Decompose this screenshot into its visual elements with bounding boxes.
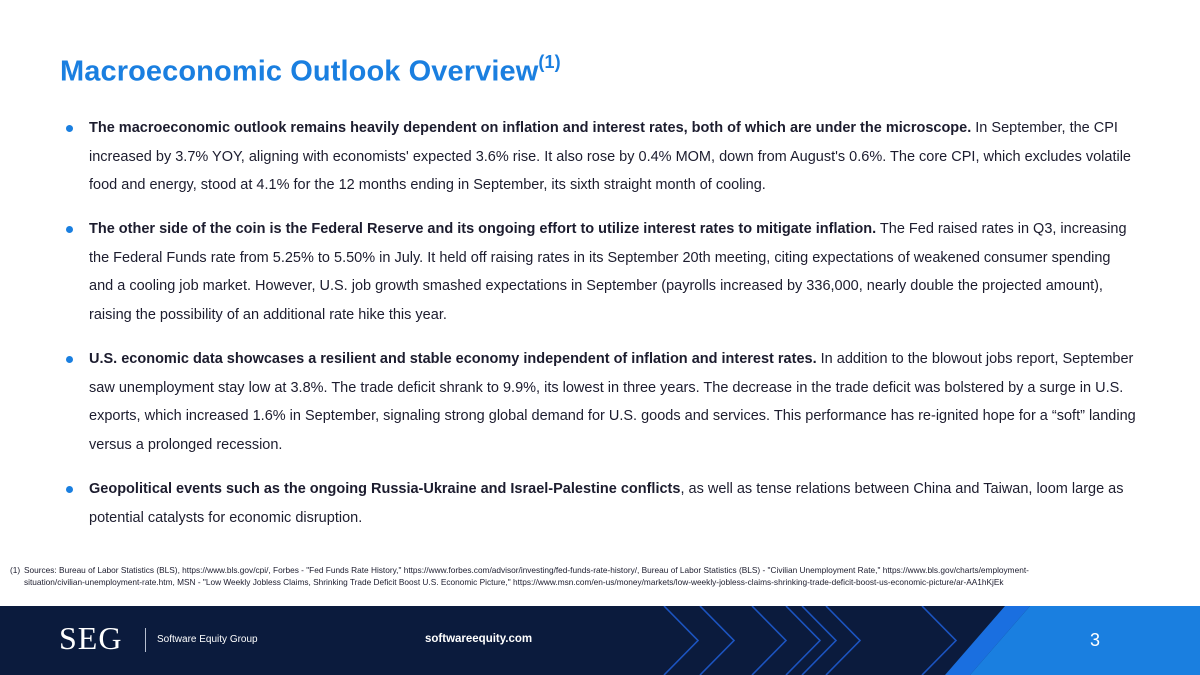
bullet-federal-reserve [66,215,1138,329]
bullet-body: In addition to the blowout jobs report, September saw unemployment stay low at 3.8%. The trade deficit shrank to 9.9%, its lowest in three years. The decrease in the trade deficit was bolstered by a surge in U.S. exports, which increased 1.6% in September, signaling strong global demand for U.S. goods and services. This performance has re-ignited hope for a “soft” landing versus a prolonged recession. [89,351,1136,453]
slide-title [60,54,561,89]
bullet-economic-data [66,345,1138,459]
bullet-body: The Fed raised rates in Q3, increasing the Federal Funds rate from 5.25% to 5.50% in July. It held off raising rates in its September 20th meeting, citing expectations of weakened consumer spending and a cooling job market. However, U.S. job growth smashed expectations in September (payrolls increased by 336,000, nearly double the projected amount), raising the possibility of an additional rate hike this year. [89,221,1127,324]
bullet-heading: The macroeconomic outlook remains heavily dependent on inflation and interest rates, both of which are under the microscope. [89,120,972,136]
bullet-body: In September, the CPI increased by 3.7% YOY, aligning with economists' expected 3.6% rise. It also rose by 0.4% MOM, down from August's 0.6%. The core CPI, which excludes volatile food and energy, stood at 4.1% for the 12 months ending in September, its sixth straight month of cooling. [89,120,1131,194]
bullet-heading: U.S. economic data showcases a resilient and stable economy independent of inflation and interest rates. [89,351,817,368]
bullet-inflation [66,114,1138,200]
footnote-marker: (1) [10,565,21,575]
page-number: 3 [1090,630,1101,650]
slide-title-text: Macroeconomic Outlook Overview [60,55,539,88]
bullet-body: , as well as tense relations between China and Taiwan, loom large as potential catalysts for economic disruption. [89,481,1124,526]
seg-logo: SEG [59,620,123,656]
sources-footnote [10,565,1070,589]
bullet-heading: Geopolitical events such as the ongoing Russia-Ukraine and Israel-Palestine conflicts [89,481,681,498]
bullet-dot-icon [66,226,73,233]
bullet-dot-icon [66,356,73,363]
logo-divider [145,628,146,652]
footer-bar [0,606,1200,675]
bullet-dot-icon [66,125,73,132]
bullet-heading: The other side of the coin is the Federal Reserve and its ongoing effort to utilize interest rates to mitigate inflation. [89,221,877,238]
title-footnote-marker: (1) [538,52,561,72]
bullet-geopolitical [66,475,1138,532]
bullet-dot-icon [66,486,73,493]
logo-subtitle: Software Equity Group [157,634,258,645]
footnote-text: Sources: Bureau of Labor Statistics (BLS), https://www.bls.gov/cpi/, Forbes - "Fed Funds Rate History," https://www.forbes.com/advisor/investing/fed-funds-rate-history/, Bureau of Labor Statistics (BLS) - "Civilian Unemployment Rate," https://www.bls.gov/charts/employment-situation/civilian-unemployment-rate.htm, MSN - "Low Weekly Jobless Claims, Shrinking Trade Deficit Boost U.S. Economic Picture," https://www.msn.com/en-us/money/markets/low-weekly-jobless-claims-shrinking-trade-deficit-boost-us-economic-picture/ar-AA1hKjEk [24,565,1029,587]
bullet-list [66,114,1138,548]
website-link[interactable]: softwareequity.com [425,633,533,645]
